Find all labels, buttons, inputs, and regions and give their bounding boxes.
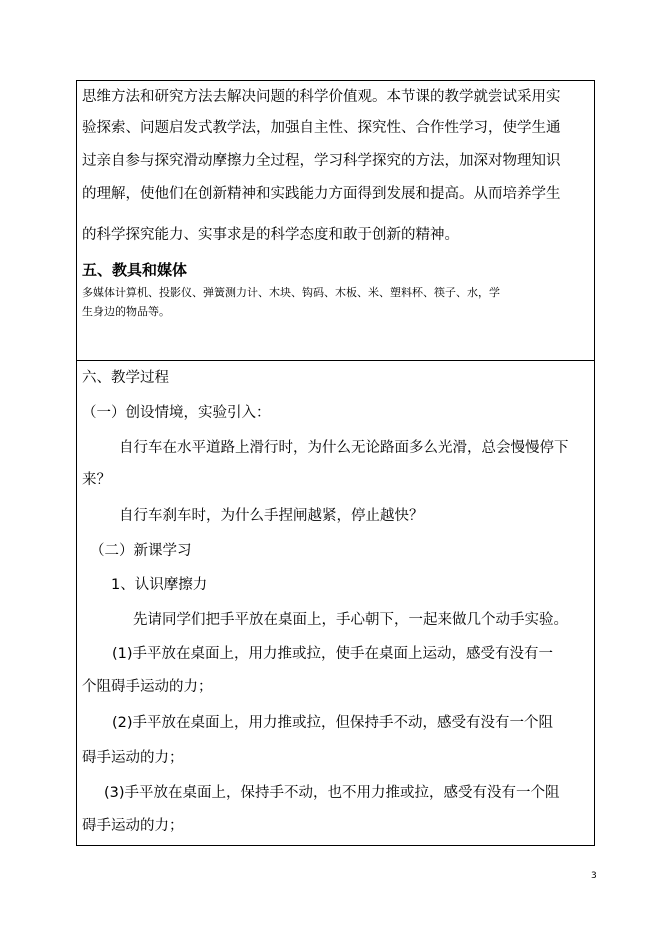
step-3-line-1: (3)手平放在桌面上，保持手不动，也不用力推或拉，感受有没有一个阻 — [104, 785, 560, 801]
media-list-line-1: 多媒体计算机、投影仪、弹簧测力计、木块、钩码、木板、米、塑料杯、筷子、水，学 — [82, 286, 500, 299]
paragraph-line-4: 的理解，使他们在创新精神和实践能力方面得到发展和提高。从而培养学生 — [82, 186, 561, 202]
page-number: 3 — [591, 871, 597, 881]
table-cell-process — [76, 360, 595, 846]
instruction-line: 先请同学们把手平放在桌面上，手心朝下，一起来做几个动手实验。 — [133, 612, 568, 628]
media-list-line-2: 生身边的物品等。 — [82, 305, 170, 318]
section-heading-media: 五、教具和媒体 — [82, 261, 188, 279]
paragraph-line-2: 验探索、问题启发式教学法，加强自主性、探究性、合作性学习，使学生通 — [82, 120, 561, 136]
question-2: 自行车刹车时，为什么手捏闸越紧，停止越快？ — [119, 508, 424, 524]
step-2-line-2: 碍手运动的力； — [82, 750, 184, 766]
step-3-line-2: 碍手运动的力； — [82, 818, 184, 834]
question-1-line-1: 自行车在水平道路上滑行时，为什么无论路面多么光滑，总会慢慢停下 — [119, 440, 569, 456]
topic-heading-friction: 1、认识摩擦力 — [111, 577, 208, 593]
step-1-line-2: 个阻碍手运动的力； — [82, 679, 213, 695]
subsection-heading-intro: （一）创设情境，实验引入： — [82, 405, 271, 421]
step-2-line-1: (2)手平放在桌面上，用力推或拉，但保持手不动，感受有没有一个阻 — [112, 715, 554, 731]
subsection-heading-new-lesson: （二）新课学习 — [90, 543, 192, 559]
paragraph-line-5: 的科学探究能力、实事求是的科学态度和敢于创新的精神。 — [82, 227, 459, 243]
step-1-line-1: (1)手平放在桌面上，用力推或拉，使手在桌面上运动，感受有没有一 — [112, 646, 554, 662]
section-heading-process: 六、教学过程 — [82, 370, 169, 386]
question-1-line-2: 来？ — [82, 472, 111, 488]
paragraph-line-1: 思维方法和研究方法去解决问题的科学价值观。本节课的教学就尝试采用实 — [82, 89, 561, 105]
paragraph-line-3: 过亲自参与探究滑动摩擦力全过程，学习科学探究的方法，加深对物理知识 — [82, 153, 561, 169]
